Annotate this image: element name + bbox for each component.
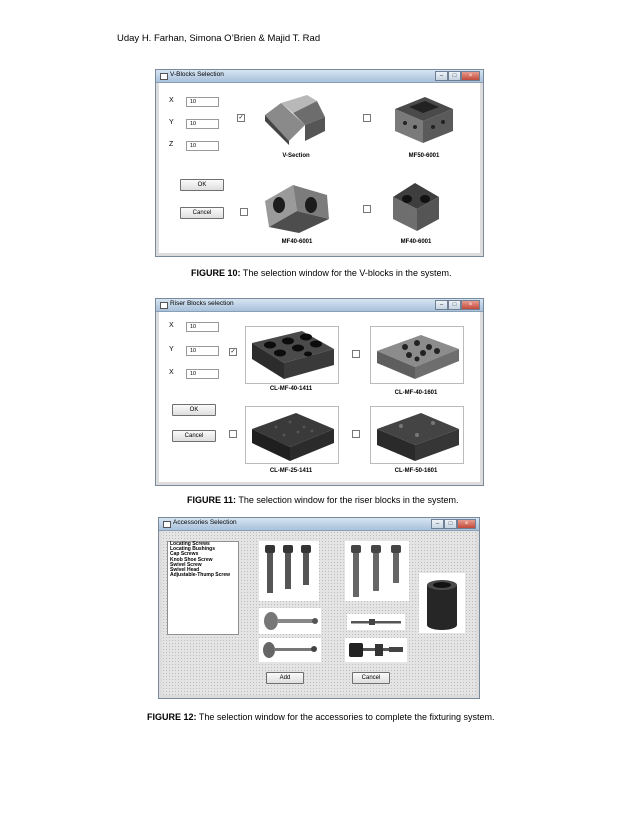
x-label: X	[169, 322, 174, 329]
window-title: Accessories Selection	[173, 519, 237, 526]
mf50-checkbox[interactable]	[363, 114, 371, 122]
list-item[interactable]: Locating Screws	[170, 541, 210, 547]
running-header: Uday H. Farhan, Simona O’Brien & Majid T. Rad	[117, 33, 321, 44]
vsection-image[interactable]	[259, 91, 333, 147]
product-label: V-Section	[282, 153, 310, 159]
title-bar	[156, 299, 483, 312]
list-item[interactable]: Locating Bushings	[170, 546, 215, 553]
mf40a-checkbox[interactable]	[363, 205, 371, 213]
list-item[interactable]: Cap Screws	[170, 551, 199, 558]
accessories-window	[158, 517, 480, 699]
figure-caption	[187, 495, 458, 505]
x-input[interactable]: 10	[186, 97, 219, 107]
add-button[interactable]: Add	[266, 672, 304, 684]
x-label: X	[169, 97, 174, 104]
close-icon[interactable]: ×	[461, 300, 480, 310]
clmf40-1411-image[interactable]	[245, 326, 339, 384]
z-input[interactable]: 10	[186, 369, 219, 379]
clmf25-image[interactable]	[245, 406, 339, 464]
product-label: CL-MF-40-1601	[394, 390, 438, 396]
minimize-icon[interactable]: –	[435, 300, 448, 310]
clmf50-image[interactable]	[370, 406, 464, 464]
window-client	[162, 531, 476, 695]
cancel-button[interactable]: Cancel	[180, 207, 224, 219]
maximize-icon[interactable]: □	[448, 300, 461, 310]
clmf25-checkbox[interactable]	[229, 430, 237, 438]
window-title: Riser Blocks selection	[170, 300, 234, 307]
product-label: CL-MF-50-1601	[394, 468, 438, 474]
list-item[interactable]: Swivel Screw	[170, 561, 202, 568]
product-label: MF40-6001	[400, 239, 432, 245]
maximize-icon[interactable]: □	[448, 71, 461, 81]
figure-caption	[191, 268, 451, 278]
cancel-button[interactable]: Cancel	[172, 430, 216, 442]
cancel-button[interactable]: Cancel	[352, 672, 390, 684]
list-item[interactable]: Knob Shoe Screw	[170, 556, 213, 563]
caption-label: FIGURE 11:	[187, 495, 237, 505]
window-title: V-Blocks Selection	[170, 71, 224, 78]
caption-text: The selection window for the V-blocks in the system.	[240, 268, 452, 278]
caption-text: The selection window for the riser blocks in the system.	[236, 495, 459, 505]
y-input[interactable]: 10	[186, 119, 219, 129]
clmf50-checkbox[interactable]	[352, 430, 360, 438]
caption-label: FIGURE 12:	[147, 712, 197, 722]
close-icon[interactable]: ×	[461, 71, 480, 81]
locating-screws-image[interactable]	[345, 541, 409, 601]
clmf40-1601-checkbox[interactable]	[352, 350, 360, 358]
ok-button[interactable]: OK	[180, 179, 224, 191]
thumb-screw-image[interactable]	[345, 638, 407, 662]
window-icon	[163, 521, 171, 528]
z-input[interactable]: 10	[186, 141, 219, 151]
riser-blocks-window	[155, 298, 484, 486]
window-client	[159, 83, 480, 253]
accessories-list[interactable]	[167, 541, 239, 635]
product-label: CL-MF-40-1411	[269, 386, 313, 392]
caption-text: The selection window for the accessories to complete the fixturing system.	[196, 712, 495, 722]
window-icon	[160, 302, 168, 309]
y-label: Y	[169, 346, 174, 353]
y-input[interactable]: 10	[186, 346, 219, 356]
mf40b-checkbox[interactable]	[240, 208, 248, 216]
mf40-image[interactable]	[387, 175, 445, 233]
y-label: Y	[169, 119, 174, 126]
z-label: X	[169, 369, 174, 376]
clmf40-1411-checkbox[interactable]: ✓	[230, 349, 236, 355]
close-icon[interactable]: ×	[457, 519, 476, 529]
knob-screw-image[interactable]	[259, 608, 321, 634]
ok-button[interactable]: OK	[172, 404, 216, 416]
window-icon	[160, 73, 168, 80]
figure-caption	[147, 712, 495, 722]
title-bar	[159, 518, 479, 531]
v-blocks-window	[155, 69, 484, 257]
title-bar	[156, 70, 483, 83]
product-label: MF40-6001	[281, 239, 313, 245]
cap-screws-image[interactable]	[259, 541, 319, 601]
bushing-image[interactable]	[419, 573, 465, 633]
product-label: MF50-6001	[408, 153, 440, 159]
x-input[interactable]: 10	[186, 322, 219, 332]
window-client	[159, 312, 480, 482]
minimize-icon[interactable]: –	[431, 519, 444, 529]
caption-label: FIGURE 10:	[191, 268, 241, 278]
clmf40-1601-image[interactable]	[370, 326, 464, 384]
swivel-screw-image[interactable]	[347, 614, 405, 630]
list-item[interactable]: Adjustable-Thump Screw	[170, 572, 231, 579]
swivel-head-image[interactable]	[259, 638, 321, 662]
mf40-image[interactable]	[259, 175, 335, 233]
list-item[interactable]: Swivel Head	[170, 567, 200, 574]
product-label: CL-MF-25-1411	[269, 468, 313, 474]
minimize-icon[interactable]: –	[435, 71, 448, 81]
vsection-checkbox[interactable]: ✓	[238, 115, 244, 121]
maximize-icon[interactable]: □	[444, 519, 457, 529]
z-label: Z	[169, 141, 174, 148]
mf50-image[interactable]	[387, 91, 461, 147]
